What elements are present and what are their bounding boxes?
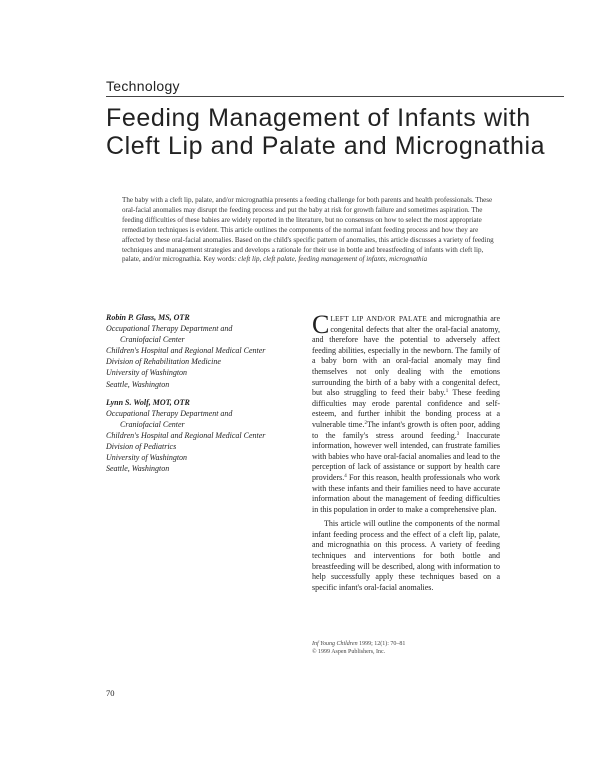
dropcap: C — [312, 310, 330, 339]
citation-details: 1999; 12(1): 70–81 — [357, 641, 406, 647]
author-block — [106, 312, 306, 390]
citation-line — [312, 640, 500, 648]
affiliation: Occupational Therapy Department and — [106, 408, 233, 418]
affiliation: University of Washington — [106, 368, 188, 378]
keywords-label: Key words: — [203, 255, 237, 264]
body-paragraph: This article will outline the components of the normal infant feeding process and the effect of a cleft lip, palate, and micrognathia on this process. A variety of feeding techniques and interventions for both bottle and breastfeeding will be described, along with information to help successfully apply these techniques based on a specific infant's oral-facial anomalies. — [312, 519, 500, 592]
author-name: Robin P. Glass, MS, OTR — [106, 313, 190, 322]
section-rule — [106, 96, 564, 97]
abstract-text: The baby with a cleft lip, palate, and/or micrognathia presents a feeding challenge for both parents and health professionals. These oral-facial anomalies may disrupt the feeding process and put the baby at risk for growth failure and sometimes aspiration. The feeding difficulties of these babies are widely reported in the literature, but no consensus on how to select the most appropriate remediation techniques is evident. This article outlines the components of the normal infant feeding process and how they are affected by these oral-facial anomalies. Based on the child's specific pattern of anomalies, this article discusses a variety of feeding techniques and management strategies and develops a rationale for their use in bottle and breastfeeding of infants with cleft lip, palate, and/or micrognathia. — [122, 196, 494, 264]
author-name: Lynn S. Wolf, MOT, OTR — [106, 397, 190, 407]
abstract — [122, 196, 494, 265]
reference-marker: 2 — [364, 420, 367, 426]
body-text: The infant's growth is often poor, adding to the family's stress around feeding. — [312, 419, 500, 440]
keywords: cleft lip, cleft palate, feeding management of infants, micrognathia — [238, 255, 428, 264]
author-list — [106, 312, 306, 481]
affiliation: Craniofacial Center — [120, 335, 185, 345]
affiliation: Seattle, Washington — [106, 464, 170, 474]
author-block — [106, 397, 306, 475]
title-line-2: Cleft Lip and Palate and Micrognathia — [106, 132, 546, 160]
article-title — [106, 104, 576, 160]
affiliation: University of Washington — [106, 453, 188, 463]
body-column — [312, 310, 500, 593]
reference-marker: 1 — [445, 389, 449, 395]
journal-citation — [312, 640, 500, 656]
body-paragraph — [312, 310, 500, 515]
reference-marker: 4 — [344, 473, 347, 479]
reference-marker: 3 — [456, 431, 460, 437]
affiliation: Children's Hospital and Regional Medical Center — [106, 430, 266, 440]
copyright-line: © 1999 Aspen Publishers, Inc. — [312, 649, 386, 655]
affiliation: Occupational Therapy Department and — [106, 324, 233, 334]
section-label: Technology — [106, 78, 180, 94]
title-line-1: Feeding Management of Infants with — [106, 104, 531, 132]
body-text: For this reason, health professionals who work with these infants and their families need to have accurate information about the management of feeding difficulties in this population in order to make a comprehensive plan. — [312, 472, 500, 514]
body-text: Inaccurate information, however well intended, can frustrate families with babies who have oral-facial anomalies and lead to the perception of lack of assistance or support by health care providers. — [312, 430, 500, 482]
affiliation: Children's Hospital and Regional Medical Center — [106, 346, 266, 356]
page-number: 70 — [106, 688, 115, 698]
affiliation: Division of Pediatrics — [106, 442, 177, 452]
body-text: and micrognathia are congenital defects that alter the oral-facial anatomy, and therefore have the potential to adversely affect feeding abilities, especially in the newborn. The family of a baby born with an oral-facial anomaly may find themselves not only dealing with the emotions surrounding the birth of a baby with a congenital defect, but also struggling to feed their baby. — [312, 314, 500, 398]
affiliation: Seattle, Washington — [106, 379, 170, 389]
body-text: These feeding difficulties may erode parental confidence and self-esteem, and further inhibit the bonding process at a vulnerable time. — [312, 388, 500, 429]
affiliation: Division of Rehabilitation Medicine — [106, 357, 221, 367]
lead-in-text: LEFT LIP AND/OR PALATE — [330, 314, 427, 323]
journal-name: Inf Young Children — [312, 641, 358, 647]
affiliation: Craniofacial Center — [120, 419, 185, 429]
